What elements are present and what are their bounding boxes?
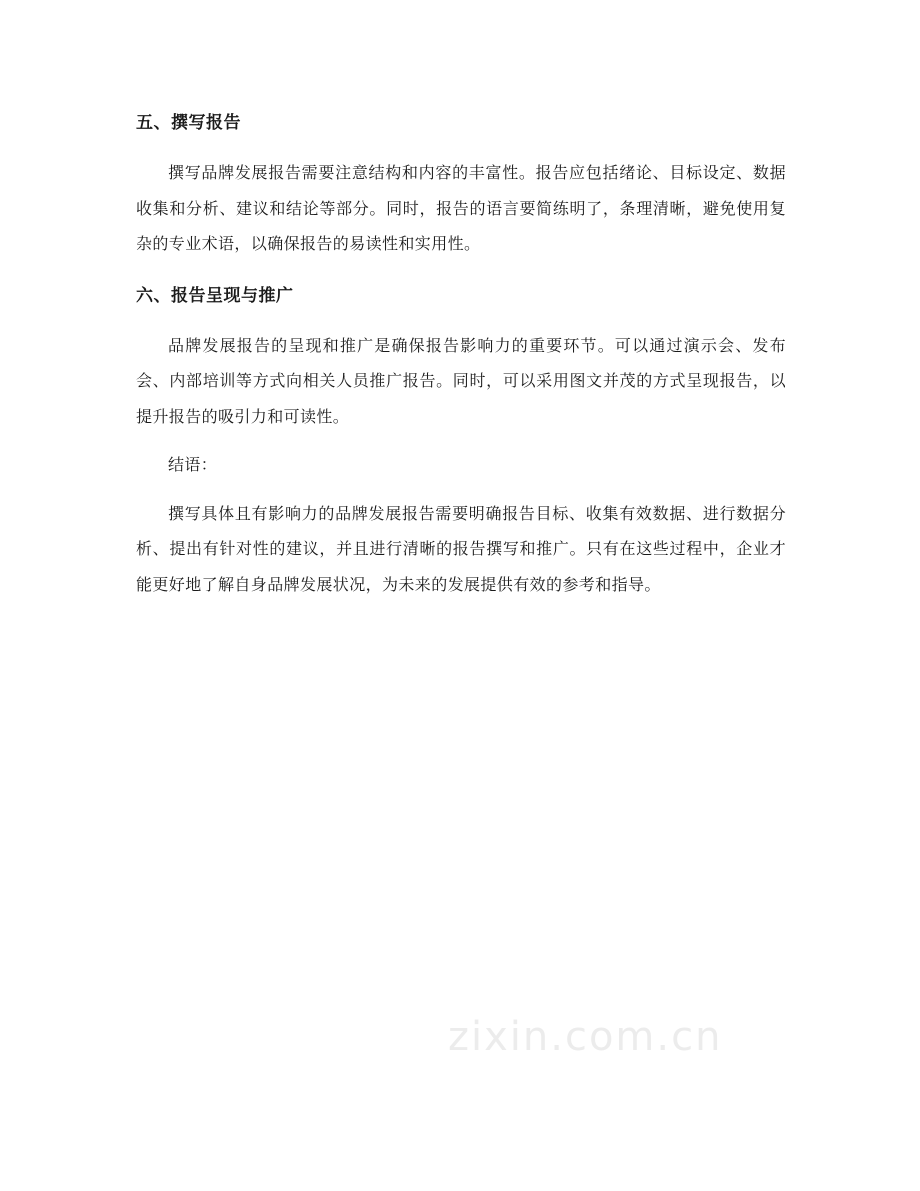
section-paragraph-writing-report: 撰写品牌发展报告需要注意结构和内容的丰富性。报告应包括绪论、目标设定、数据收集和分析、建议和结论等部分。同时，报告的语言要简练明了，条理清晰，避免使用复杂的专业术语，以确保报告的易读性和实用性。 <box>136 163 786 253</box>
section-heading-writing-report: 五、撰写报告 <box>136 113 241 133</box>
section-paragraph-presentation-promotion: 品牌发展报告的呈现和推广是确保报告影响力的重要环节。可以通过演示会、发布会、内部培训等方式向相关人员推广报告。同时，可以采用图文并茂的方式呈现报告，以提升报告的吸引力和可读性。 <box>136 335 786 426</box>
document-body <box>136 106 786 602</box>
section-heading-presentation-promotion: 六、报告呈现与推广 <box>136 285 294 306</box>
conclusion-label: 结语： <box>168 455 218 474</box>
conclusion-paragraph: 撰写具体且有影响力的品牌发展报告需要明确报告目标、收集有效数据、进行数据分析、提出有针对性的建议，并且进行清晰的报告撰写和推广。只有在这些过程中，企业才能更好地了解自身品牌发展状况，为未来的发展提供有效的参考和指导。 <box>136 503 786 594</box>
watermark-text: zixin.com.cn <box>448 1014 723 1060</box>
